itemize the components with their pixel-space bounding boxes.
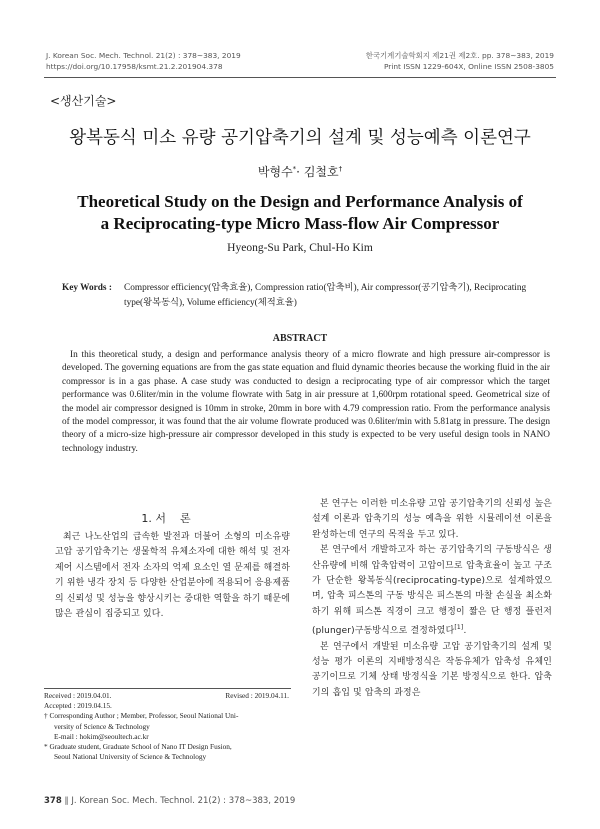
authors-korean [0,163,600,180]
title-english-line1: Theoretical Study on the Design and Performance Analysis of [77,192,523,211]
intro-paragraph-theory: 본 연구에서 개발된 미소유량 고압 공기압축기의 설계 및 성능 평가 이론의 지배방정식은 작동유체가 압축성 유체인 공기이므로 기체 상태 방정식을 기본 방정식으로 한다. 압축기의 흡입 및 압축의 과정은 [312,641,552,698]
abstract-heading: ABSTRACT [272,333,328,344]
title-english [60,191,540,235]
graduate-student-line2: Seoul National University of Science & Technology [54,752,207,762]
author-2-mark: † [338,165,343,173]
journal-citation: J. Korean Soc. Mech. Technol. 21(2) : 378~383, 2019 [46,51,241,60]
issn-line: Print ISSN 1229-604X, Online ISSN 2508-3805 [383,62,554,71]
intro-paragraph-design-end: . [463,626,467,637]
keywords-block [62,281,552,310]
header-divider [44,77,556,78]
revised-date: Revised : 2019.04.11. [225,691,289,700]
article-category: <생산기술> [50,94,117,108]
running-header-left [46,50,241,72]
email[interactable]: E-mail : hokim@seoultech.ac.kr [54,731,149,741]
accepted-date: Accepted : 2019.04.15. [44,701,112,711]
author-separator: · [296,165,304,179]
footer-citation: J. Korean Soc. Mech. Technol. 21(2) : 378~383, 2019 [71,796,296,806]
doi-link[interactable]: https://doi.org/10.17958/ksmt.21.2.201904.378 [46,62,223,71]
author-1-kr: 박형수 [257,165,293,179]
footnotes [44,691,291,762]
graduate-student-line1: * Graduate student, Graduate School of Nano IT Design Fusion, [44,741,232,751]
authors-english: Hyeong-Su Park, Chul-Ho Kim [227,242,373,254]
page-number: 378 [44,796,62,806]
intro-right-column [312,497,552,701]
intro-paragraph-design-text: 본 연구에서 개발하고자 하는 공기압축기의 구동방식은 생산유량에 비해 압축압력이 고압이므로 압축효율이 높고 구조가 단순한 왕복동식(reciprocating-type)으로 설계하였으며, 압축 피스톤의 구동 방식은 피스톤의 마찰 손실을 최소화하기 위해 피스톤 직경이 크고 행정이 짧은 단 행정 플런저(plunger)구동방식으로 결정하였다 [312,545,552,637]
citation-ref: [1] [454,624,464,632]
journal-citation-kr: 한국기계기술학회지 제21권 제2호. pp. 378~383, 2019 [365,51,554,60]
intro-paragraph-design [312,543,552,639]
footnote-divider [44,688,291,689]
abstract-text: In this theoretical study, a design and performance analysis theory of a micro flowrate and high pressure air-compressor is developed. The governing equations are from the gas state equation and fluid dynamic theories because the working fluid in the air compressor is in a gas phase. A case study was conducted to design a reciprocating type of air compressor which the target performance was 0.6liter/min in the volume flowrate with 5atg in air pressure at 1,600rpm rotational speed. Geometrical size of the model air compressor designed is 10mm in stroke, 20mm in bore with 4.79 compression ratio. From the performance analysis of the model compressor, it was found that the air volume flowrate produced was 0.6liter/min with 5.81atg in pressure. The design theory of a micro-size high-pressure air compressor developed in this study is expected to be very useful design tools in NANO technology industry. [62,350,550,454]
footer-separator: ∥ [64,796,69,806]
keywords-label: Key Words : [62,283,112,293]
author-1-mark: * [292,165,297,173]
title-korean: 왕복동식 미소 유량 공기압축기의 설계 및 성능예측 이론연구 [69,128,531,148]
running-header-right [366,50,554,72]
page-footer [44,796,295,806]
author-2-kr: 김철호 [303,165,339,179]
section-heading-introduction: 1. 서 론 [141,512,191,525]
corresponding-author-line2: versity of Science & Technology [54,721,150,731]
received-date: Received : 2019.04.01. [44,691,112,700]
title-english-line2: a Reciprocating-type Micro Mass-flow Air Compressor [100,214,500,233]
keywords-text: Compressor efficiency(압축효율), Compression ratio(압축비), Air compressor(공기압축기), Reciprocating type(왕복동식), Volume efficiency(체적효율) [124,283,527,308]
intro-paragraph-purpose: 본 연구는 이러한 미소유량 고압 공기압축기의 신뢰성 높은 설계 이론과 압축기의 성능 예측을 위한 시뮬레이션 이론을 완성하는데 연구의 목적을 두고 있다. [312,499,552,540]
intro-paragraph-left: 최근 나노산업의 급속한 발전과 더불어 소형의 미소유량 고압 공기압축기는 생물학적 유체소자에 대한 해석 및 전자제어 시스템에서 전자 소자의 억제 요소인 열 문제를 해결하기 위한 냉각 장치 등 다양한 산업분야에 적용되어 응용제품의 신뢰성 및 성능을 향상시키는 중대한 역할을 하기 때문에 많은 관심이 집중되고 있다. [55,532,290,620]
corresponding-author-line1: † Corresponding Author ; Member, Professor, Seoul National Uni- [44,711,239,721]
